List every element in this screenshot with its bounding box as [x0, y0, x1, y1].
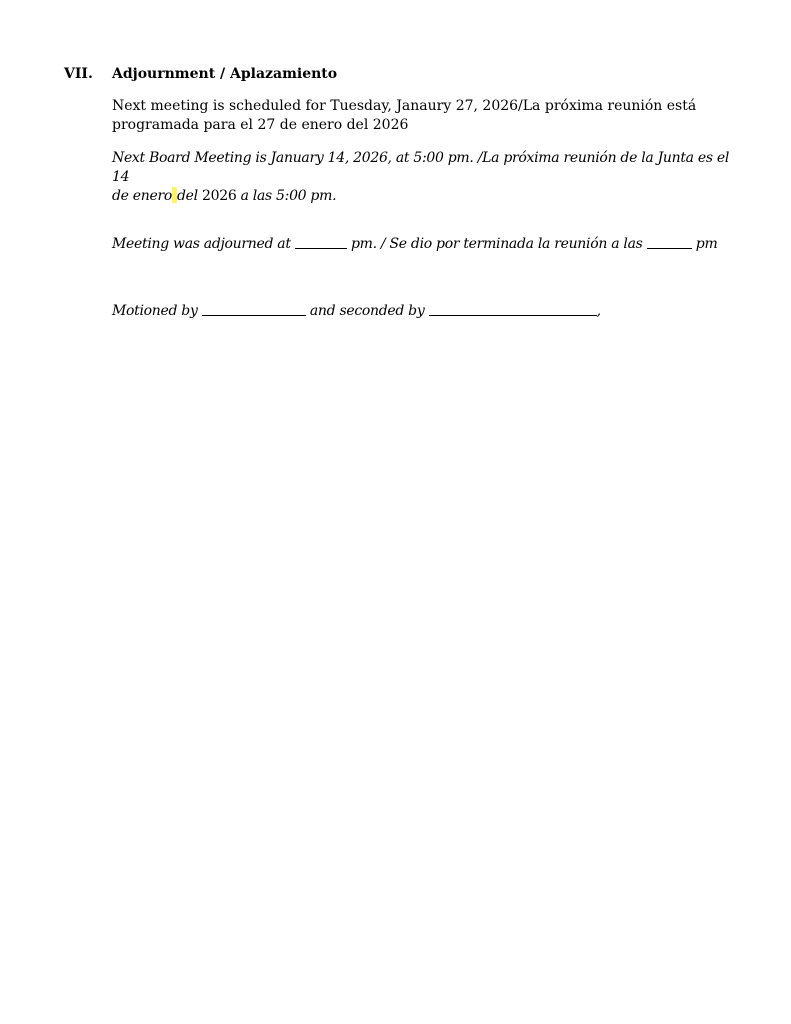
motion-text-b: and seconded by [305, 303, 429, 319]
motion-text-a: Motioned by [112, 303, 202, 319]
adjourned-time-blank[interactable] [295, 236, 347, 249]
next-board-meeting-time: a las 5:00 pm. [236, 188, 337, 204]
section-number: VII. [64, 66, 93, 82]
motioned-by-blank[interactable] [202, 303, 306, 316]
next-meeting-line-2: programada para el 27 de enero del 2026 [112, 117, 409, 133]
adjourned-text-a: Meeting was adjourned at [112, 236, 295, 252]
next-board-meeting-line-2b: del [177, 188, 198, 204]
next-board-meeting-paragraph [112, 149, 732, 206]
terminada-time-blank[interactable] [647, 236, 692, 249]
motion-text-c: , [596, 303, 601, 319]
next-meeting-line-1: Next meeting is scheduled for Tuesday, Janaury 27, 2026/La próxima reunión está [112, 98, 697, 114]
adjourned-text-b: pm. / Se dio por terminada la reunión a las [346, 236, 647, 252]
section-title: Adjournment / Aplazamiento [112, 66, 338, 82]
section-heading [64, 66, 337, 82]
adjourned-line [112, 235, 732, 254]
seconded-by-blank[interactable] [429, 303, 597, 316]
next-meeting-paragraph [112, 97, 732, 135]
motion-line [112, 302, 732, 321]
next-board-meeting-line-2a: de enero [112, 188, 173, 204]
next-board-meeting-line-1: Next Board Meeting is January 14, 2026, at 5:00 pm. /La próxima reunión de la Junta es el 14 [112, 150, 730, 185]
adjourned-text-c: pm [691, 236, 718, 252]
next-board-meeting-year: 2026 [197, 188, 237, 204]
